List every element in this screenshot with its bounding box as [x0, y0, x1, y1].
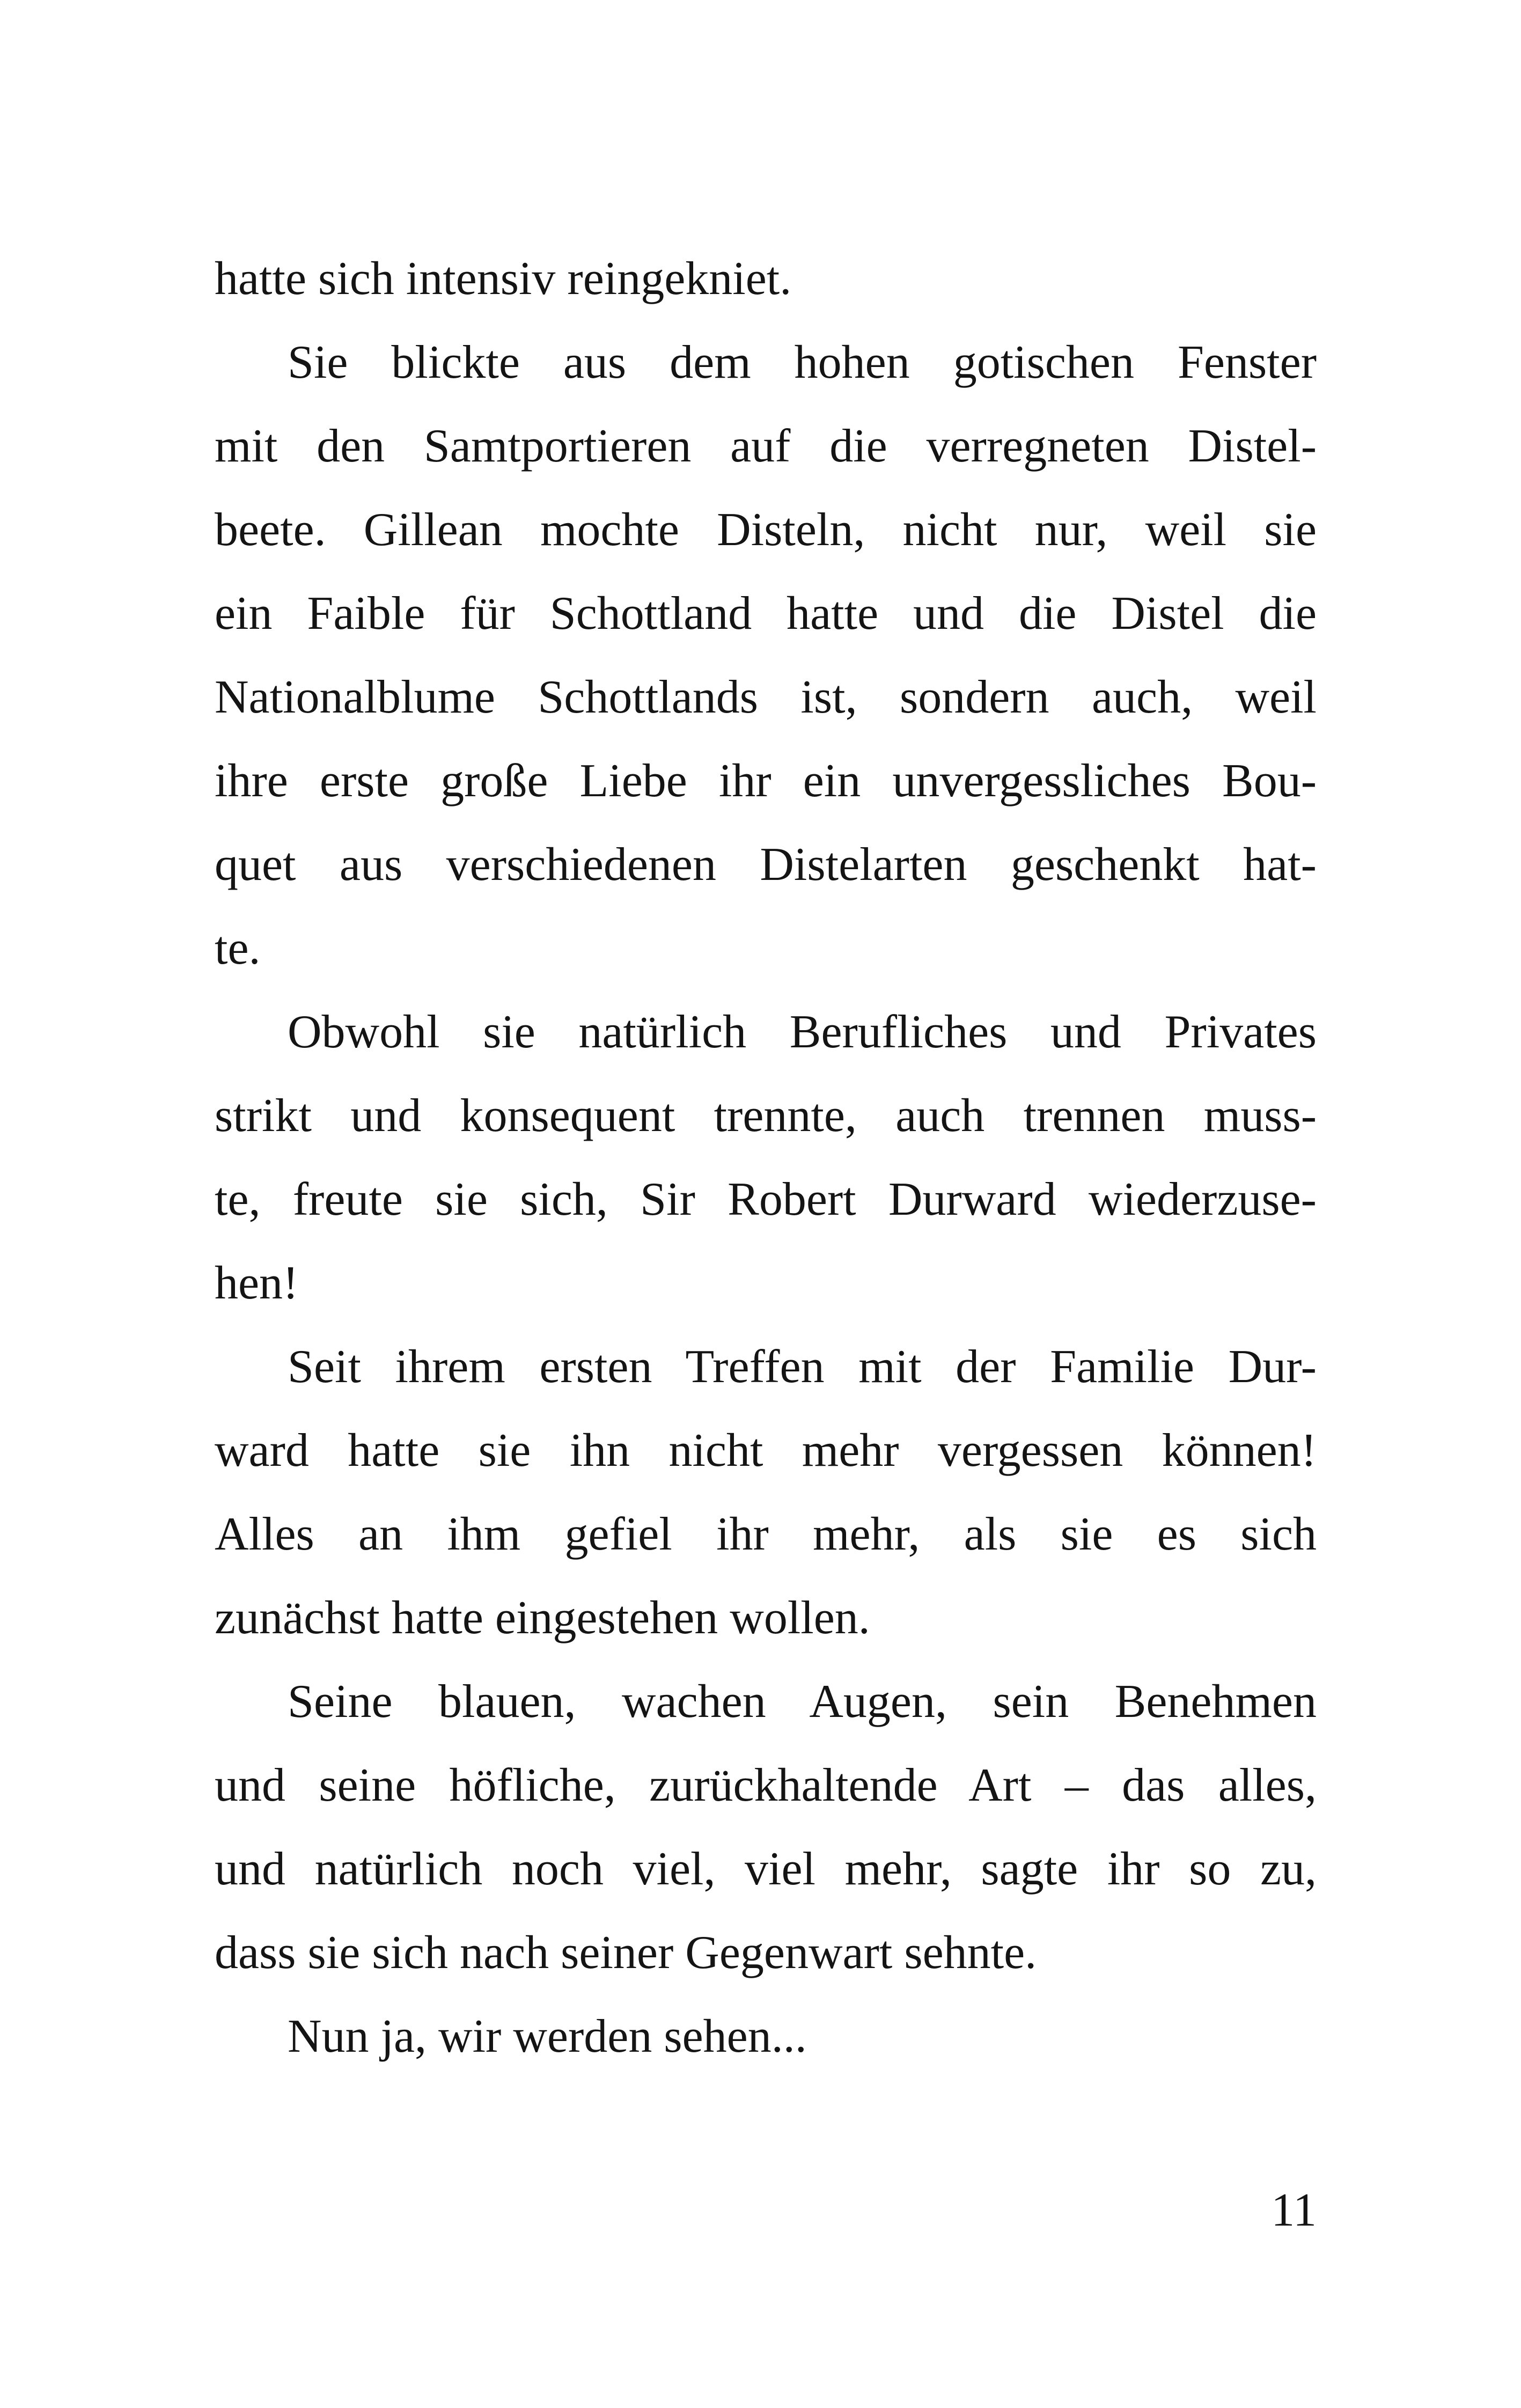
paragraph — [215, 990, 1317, 1325]
text-line: quet aus verschiedenen Distelarten geschenkt hat- — [215, 839, 1317, 891]
text-line: te. — [215, 922, 261, 974]
text-line: Nun ja, wir werden sehen... — [288, 2010, 807, 2062]
text-line: beete. Gillean mochte Disteln, nicht nur, weil sie — [215, 504, 1317, 556]
paragraph — [215, 1660, 1317, 1995]
text-line: Alles an ihm gefiel ihr mehr, als sie es sich — [215, 1508, 1317, 1560]
text-line: Nationalblume Schottlands ist, sondern auch, weil — [215, 671, 1317, 723]
text-line: Obwohl sie natürlich Berufliches und Privates — [288, 1006, 1317, 1058]
page-number: 11 — [1271, 2184, 1317, 2236]
text-line: ihre erste große Liebe ihr ein unvergessliches Bou- — [215, 755, 1317, 807]
body-text — [215, 237, 1317, 2079]
paragraph — [215, 1325, 1317, 1660]
text-line: hen! — [215, 1257, 299, 1309]
text-line: strikt und konsequent trennte, auch trennen muss- — [215, 1090, 1317, 1142]
text-line: ward hatte sie ihn nicht mehr vergessen können! — [215, 1425, 1317, 1477]
text-line: Sie blickte aus dem hohen gotischen Fenster — [288, 336, 1317, 388]
paragraph — [215, 237, 1317, 321]
text-line: zunächst hatte eingestehen wollen. — [215, 1592, 870, 1644]
text-line: und seine höfliche, zurückhaltende Art – das alles, — [215, 1759, 1317, 1811]
paragraph — [215, 321, 1317, 990]
text-line: te, freute sie sich, Sir Robert Durward wiederzuse- — [215, 1173, 1317, 1225]
text-line: Seine blauen, wachen Augen, sein Benehmen — [288, 1676, 1317, 1728]
text-line: ein Faible für Schottland hatte und die Distel die — [215, 588, 1317, 640]
text-line: und natürlich noch viel, viel mehr, sagte ihr so zu, — [215, 1843, 1317, 1895]
text-line: dass sie sich nach seiner Gegenwart sehnte. — [215, 1927, 1037, 1979]
text-line: mit den Samtportieren auf die verregneten Distel- — [215, 420, 1317, 472]
text-line: hatte sich intensiv reingekniet. — [215, 253, 792, 305]
text-line: Seit ihrem ersten Treffen mit der Familie Dur- — [288, 1341, 1317, 1393]
paragraph — [215, 1995, 1317, 2079]
